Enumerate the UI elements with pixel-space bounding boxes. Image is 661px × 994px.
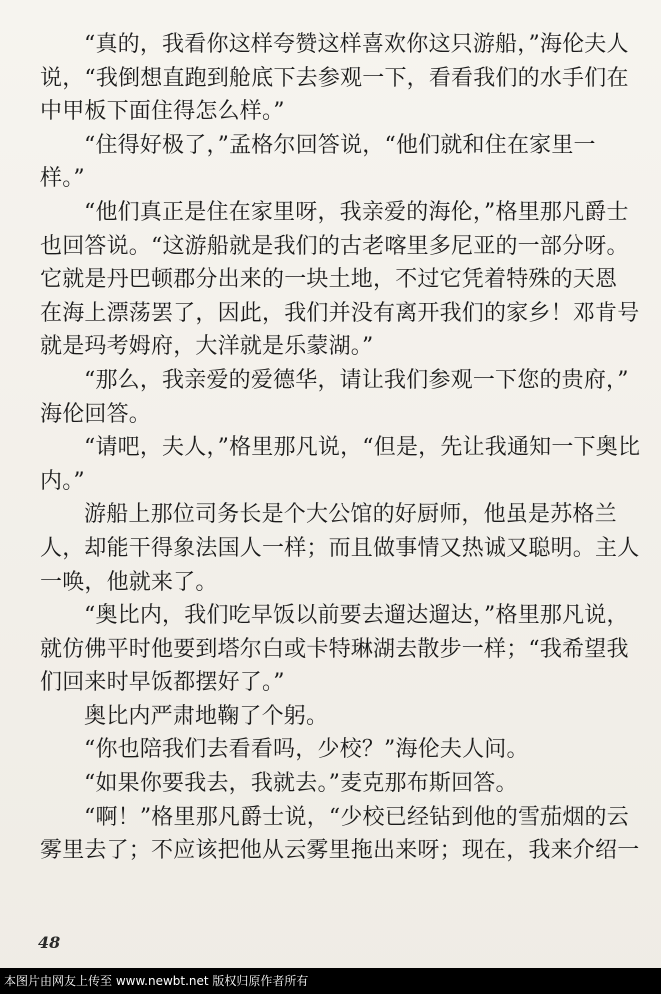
text-line: “请吧，夫人，”格里那凡说，“但是，先让我通知一下奥比: [84, 435, 641, 461]
text-line: 就仿佛平时他要到塔尔白或卡特琳湖去散步一样；“我希望我: [40, 636, 629, 662]
text-line: 它就是丹巴顿郡分出来的一块土地，不过它凭着特殊的天恩: [40, 267, 618, 293]
text-line: “啊！”格里那凡爵士说，“少校已经钻到他的雪茄烟的云: [84, 804, 629, 830]
text-line: “奥比内，我们吃早饭以前要去遛达遛达，”格里那凡说，: [84, 603, 629, 629]
text-line: “你也陪我们去看看吗，少校？”海伦夫人问。: [84, 737, 529, 763]
text-line: 内。”: [40, 468, 85, 494]
source-watermark-bar: 本图片由网友上传至 www.newbt.net 版权归原作者所有: [0, 968, 661, 994]
text-line: 人，却能干得象法国人一样；而且做事情又热诚又聪明。主人: [40, 535, 640, 561]
text-line: 在海上漂荡罢了，因此，我们并没有离开我们的家乡！邓肯号: [40, 300, 640, 326]
text-line: 雾里去了；不应该把他从云雾里拖出来呀；现在，我来介绍一: [40, 838, 640, 864]
text-line: 中甲板下面住得怎么样。”: [40, 99, 285, 125]
text-line: “真的，我看你这样夸赞这样喜欢你这只游船，”海伦夫人: [84, 32, 629, 57]
text-line: “如果你要我去，我就去。”麦克那布斯回答。: [84, 771, 518, 797]
text-line: 海伦回答。: [40, 401, 152, 427]
page-body-text: [40, 28, 641, 868]
text-line: 游船上那位司务长是个大公馆的好厨师，他虽是苏格兰: [84, 502, 617, 528]
text-line: 样。”: [40, 166, 85, 192]
text-line: 说，“我倒想直跑到舱底下去参观一下，看看我们的水手们在: [40, 65, 629, 91]
text-line: 就是玛考姆府，大洋就是乐蒙湖。”: [40, 334, 374, 360]
text-line: 奥比内严肃地鞠了个躬。: [84, 703, 329, 729]
text-line: 也回答说。“这游船就是我们的古老喀里多尼亚的一部分呀。: [40, 233, 629, 259]
text-line: 们回来时早饭都摆好了。”: [40, 670, 285, 696]
text-line: “那么，我亲爱的爱德华，请让我们参观一下您的贵府，”: [84, 367, 629, 393]
text-line: “他们真正是住在家里呀，我亲爱的海伦，”格里那凡爵士: [84, 199, 629, 225]
text-line: 一唤，他就来了。: [40, 569, 218, 595]
page-number: 48: [38, 933, 61, 952]
text-line: “住得好极了，”孟格尔回答说，“他们就和住在家里一: [84, 132, 596, 158]
